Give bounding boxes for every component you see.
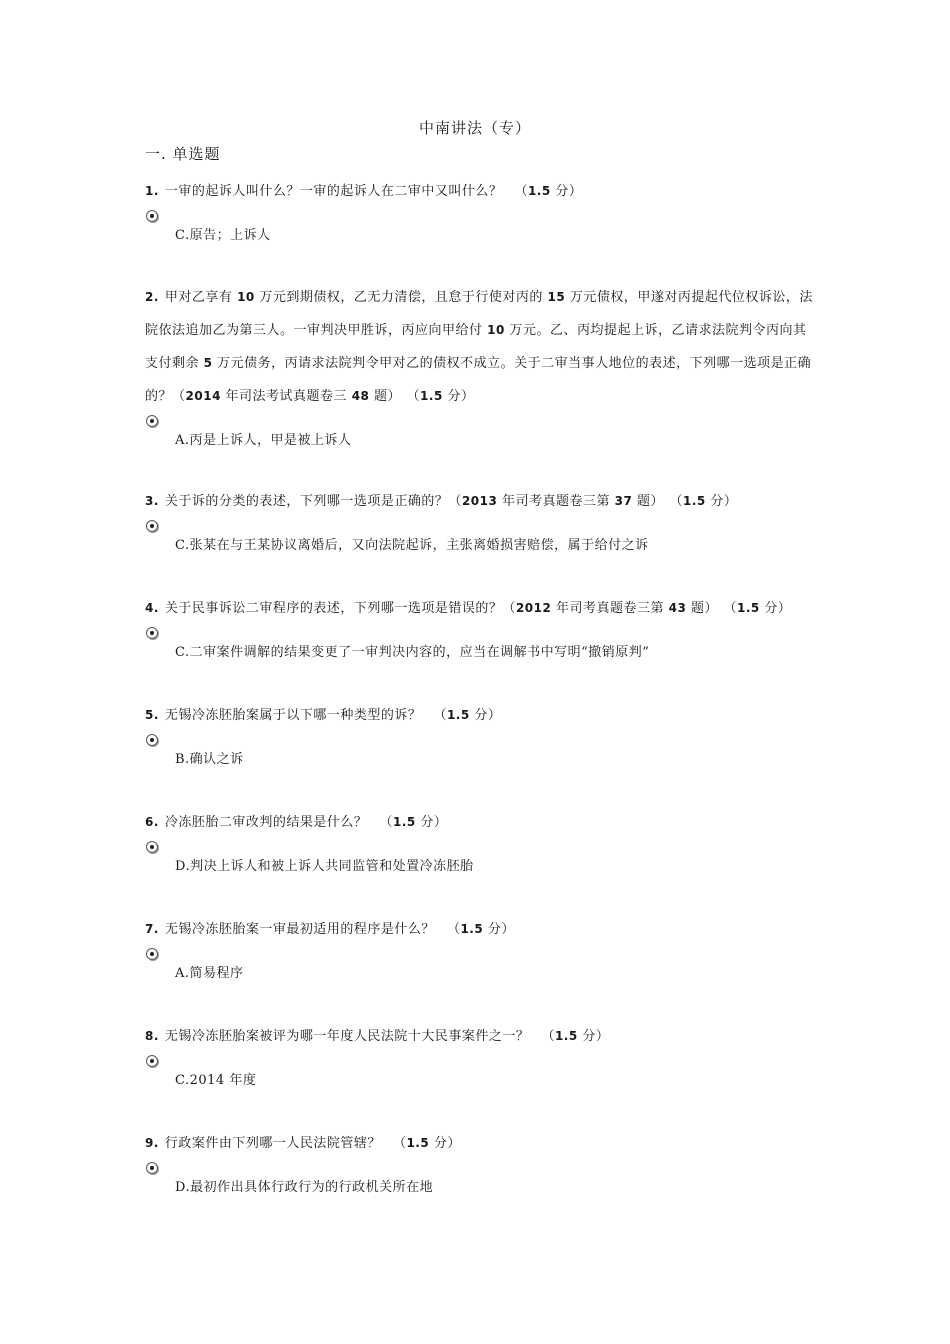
question-8 bbox=[145, 1020, 815, 1091]
question-stem: 冷冻胚胎二审改判的结果是什么？ bbox=[164, 815, 368, 830]
question-number: 2. bbox=[145, 290, 159, 304]
question-3 bbox=[145, 485, 815, 556]
question-stem: 无锡冷冻胚胎案一审最初适用的程序是什么？ bbox=[164, 922, 435, 937]
selected-answer: C.2014 年度 bbox=[175, 1073, 257, 1088]
selected-answer: A.简易程序 bbox=[175, 966, 244, 981]
selected-answer: C.原告；上诉人 bbox=[175, 228, 271, 243]
radio-selected-icon[interactable] bbox=[146, 841, 158, 853]
question-text bbox=[145, 806, 815, 839]
question-score: （1.5 分） bbox=[392, 1136, 461, 1151]
question-text bbox=[145, 1127, 815, 1160]
question-stem: 甲对乙享有 10 万元到期债权，乙无力清偿，且怠于行使对丙的 15 万元债权，甲遂对丙提起代位权诉讼，法院依法追加乙为第三人。一审判决甲胜诉，丙应向甲给付 10 万元。乙、丙均提起上诉，乙请求法院判令丙向其支付剩余 5 万元债务，丙请求法院判令甲对乙的债权不成立。关于二审当事人地位的表述，下列哪一选项是正确的？（2014 年司法考试真题卷三 48 题） bbox=[145, 290, 813, 404]
question-7 bbox=[145, 913, 815, 984]
question-number: 3. bbox=[145, 494, 159, 508]
question-stem: 一审的起诉人叫什么？一审的起诉人在二审中又叫什么？ bbox=[164, 184, 503, 199]
question-score: （1.5 分） bbox=[413, 389, 475, 404]
question-stem: 无锡冷冻胚胎案被评为哪一年度人民法院十大民事案件之一？ bbox=[164, 1029, 530, 1044]
question-text bbox=[145, 1020, 815, 1053]
question-number: 4. bbox=[145, 601, 159, 615]
question-number: 7. bbox=[145, 922, 159, 936]
radio-selected-icon[interactable] bbox=[146, 210, 158, 222]
question-number: 5. bbox=[145, 708, 159, 722]
question-5 bbox=[145, 699, 815, 770]
question-score: （1.5 分） bbox=[379, 815, 448, 830]
selected-answer: A.丙是上诉人，甲是被上诉人 bbox=[175, 433, 352, 448]
radio-selected-icon[interactable] bbox=[146, 415, 158, 427]
selected-answer: C.张某在与王某协议离婚后，又向法院起诉，主张离婚损害赔偿，属于给付之诉 bbox=[175, 538, 649, 553]
radio-selected-icon[interactable] bbox=[146, 627, 158, 639]
radio-selected-icon[interactable] bbox=[146, 1055, 158, 1067]
question-number: 9. bbox=[145, 1136, 159, 1150]
question-1 bbox=[145, 175, 815, 246]
question-2 bbox=[145, 281, 815, 451]
question-score: （1.5 分） bbox=[514, 184, 583, 199]
question-stem: 无锡冷冻胚胎案属于以下哪一种类型的诉？ bbox=[164, 708, 422, 723]
selected-answer: D.最初作出具体行政行为的行政机关所在地 bbox=[175, 1180, 434, 1195]
question-stem: 关于民事诉讼二审程序的表述，下列哪一选项是错误的？（2012 年司考真题卷三第 43 题） bbox=[164, 601, 718, 616]
page-title: 中南讲法（专） bbox=[418, 119, 531, 137]
question-text bbox=[145, 699, 815, 732]
question-text bbox=[145, 485, 815, 518]
question-number: 1. bbox=[145, 184, 159, 198]
question-6 bbox=[145, 806, 815, 877]
selected-answer: B.确认之诉 bbox=[175, 752, 244, 767]
section-heading: 一. 单选题 bbox=[145, 145, 221, 163]
question-score: （1.5 分） bbox=[433, 708, 502, 723]
selected-answer: C.二审案件调解的结果变更了一审判决内容的，应当在调解书中写明“撤销原判” bbox=[175, 645, 650, 660]
question-text bbox=[145, 592, 835, 625]
radio-selected-icon[interactable] bbox=[146, 1162, 158, 1174]
question-number: 8. bbox=[145, 1029, 159, 1043]
question-number: 6. bbox=[145, 815, 159, 829]
question-score: （1.5 分） bbox=[729, 601, 792, 616]
question-9 bbox=[145, 1127, 815, 1198]
question-stem: 行政案件由下列哪一人民法院管辖？ bbox=[164, 1136, 381, 1151]
question-text bbox=[145, 281, 815, 413]
question-score: （1.5 分） bbox=[446, 922, 515, 937]
radio-selected-icon[interactable] bbox=[146, 734, 158, 746]
question-text bbox=[145, 175, 815, 208]
question-score: （1.5 分） bbox=[675, 494, 738, 509]
question-stem: 关于诉的分类的表述，下列哪一选项是正确的？（2013 年司考真题卷三第 37 题） bbox=[164, 494, 664, 509]
radio-selected-icon[interactable] bbox=[146, 520, 158, 532]
question-score: （1.5 分） bbox=[541, 1029, 610, 1044]
radio-selected-icon[interactable] bbox=[146, 948, 158, 960]
question-4 bbox=[145, 592, 835, 663]
question-text bbox=[145, 913, 815, 946]
selected-answer: D.判决上诉人和被上诉人共同监管和处置冷冻胚胎 bbox=[175, 859, 474, 874]
